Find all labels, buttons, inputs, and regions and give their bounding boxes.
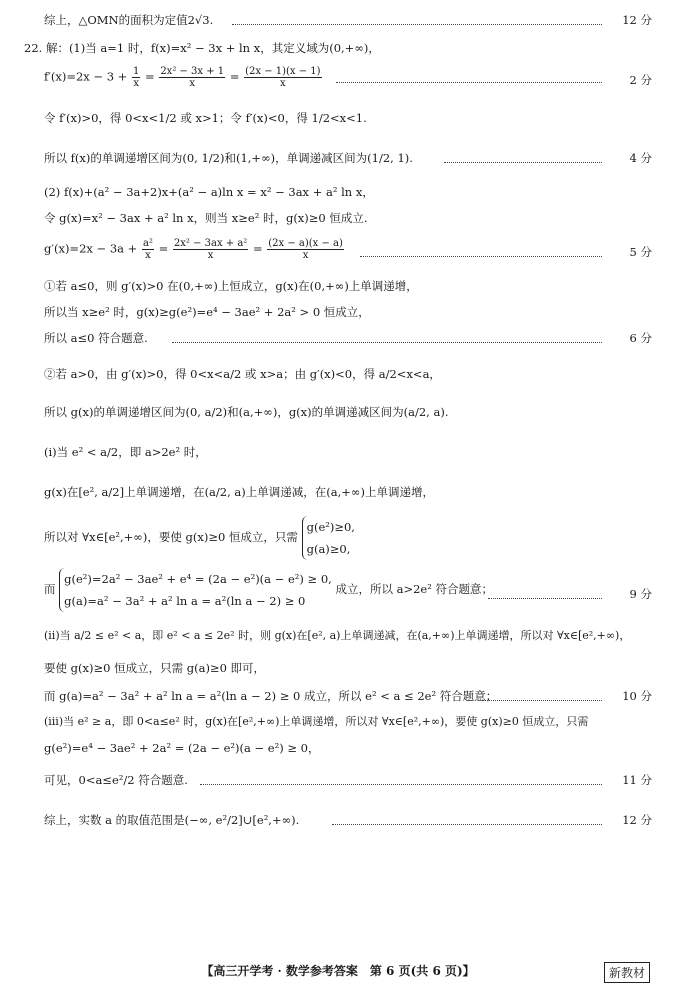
text: (ⅰ)当 e² < a/2，即 a>2e² 时， bbox=[44, 445, 207, 459]
line-case1 bbox=[44, 278, 652, 294]
dot-leader bbox=[444, 162, 602, 163]
dot-leader bbox=[488, 598, 602, 599]
score-mark: 4 分 bbox=[629, 151, 652, 165]
fraction: $\frac{\text{a²}}{x}$ bbox=[142, 238, 153, 261]
fraction: $\frac{1}{x}$ bbox=[132, 66, 140, 89]
line-derivative-f bbox=[44, 66, 652, 89]
text: g′(x)=2x − 3a + bbox=[44, 241, 138, 256]
text: (ⅱ)当 a/2 ≤ e² < a，即 e² < a ≤ 2e² 时，则 g(x)在[e², a)上单调递减，在(a,+∞)上单调递增，所以对 ∀x∈[e²,+∞)， bbox=[44, 629, 631, 642]
text: g(x)在[e², a/2]上单调递增，在(a/2, a)上单调递减，在(a,+∞)上单调递增， bbox=[44, 485, 434, 499]
text: = bbox=[145, 69, 155, 84]
line-subcase1 bbox=[44, 444, 652, 460]
line-case1-bound bbox=[44, 304, 652, 320]
text: 所以当 x≥e² 时，g(x)≥g(e²)=e⁴ − 3ae² + 2a² > 0 恒成立， bbox=[44, 305, 370, 319]
line-sign-analysis bbox=[44, 110, 652, 126]
text: = bbox=[158, 241, 169, 256]
line-subcase1-check bbox=[44, 568, 652, 612]
dot-leader bbox=[332, 824, 602, 825]
line-q22-start bbox=[24, 40, 652, 56]
dot-leader bbox=[360, 256, 602, 257]
text: 所以 g(x)的单调递增区间为(0, a/2)和(a,+∞)，g(x)的单调递减区间为(a/2, a). bbox=[44, 405, 449, 419]
line-define-g bbox=[44, 210, 652, 226]
text: 令 f′(x)>0，得 0<x<1/2 或 x>1；令 f′(x)<0，得 1/2<x<1. bbox=[44, 111, 367, 125]
fraction: $\frac{(2x - a)(x - a)}{x}$ bbox=[268, 238, 343, 261]
line-subcase2-require bbox=[44, 660, 652, 676]
text: (ⅲ)当 e² ≥ a，即 0<a≤e² 时，g(x)在[e²,+∞)上单调递增，所以对 ∀x∈[e²,+∞)，要使 g(x)≥0 恒成立，只需 bbox=[44, 715, 589, 728]
text: g(a)≥0, bbox=[306, 542, 351, 556]
line-part2 bbox=[44, 184, 652, 200]
condition-system bbox=[59, 568, 332, 612]
text: 而 g(a)=a² − 3a² + a² ln a = a²(ln a − 2) ≥ 0 成立，所以 e² < a ≤ 2e² 符合题意； bbox=[44, 689, 498, 703]
page-footer: 【高三开学考 · 数学参考答案 第 6 页(共 6 页)】 bbox=[201, 964, 475, 978]
fraction: $\frac{(2x - 1)(x - 1)}{x}$ bbox=[245, 66, 321, 89]
dot-leader bbox=[336, 82, 602, 83]
line-case2 bbox=[44, 366, 652, 382]
line-subcase3-eval bbox=[44, 740, 652, 756]
text: ②若 a>0，由 g′(x)>0，得 0<x<a/2 或 x>a；由 g′(x)<0，得 a/2<x<a， bbox=[44, 367, 441, 381]
score-mark: 11 分 bbox=[622, 773, 652, 787]
line-subcase3 bbox=[44, 714, 652, 730]
score-mark: 10 分 bbox=[622, 689, 652, 703]
text: 要使 g(x)≥0 恒成立，只需 g(a)≥0 即可， bbox=[44, 661, 266, 675]
score-mark: 5 分 bbox=[629, 245, 652, 259]
text: 可见，0<a≤e²/2 符合题意. bbox=[44, 773, 188, 787]
line-subcase1-require bbox=[44, 516, 652, 560]
score-mark: 2 分 bbox=[629, 73, 652, 87]
line-case1-result bbox=[44, 330, 652, 346]
text: ①若 a≤0，则 g′(x)>0 在(0,+∞)上恒成立，g(x)在(0,+∞)上单调递增， bbox=[44, 279, 418, 293]
text: 所以对 ∀x∈[e²,+∞)，要使 g(x)≥0 恒成立，只需 bbox=[44, 530, 298, 544]
text: 成立，所以 a>2e² 符合题意； bbox=[335, 582, 493, 596]
text: = bbox=[252, 241, 263, 256]
score-mark: 6 分 bbox=[629, 331, 652, 345]
text: 综上，实数 a 的取值范围是(−∞, e²/2]∪[e²,+∞). bbox=[44, 813, 300, 827]
condition-system bbox=[302, 516, 355, 560]
text: 而 bbox=[44, 582, 56, 596]
dot-leader bbox=[232, 24, 602, 25]
line-monotonic-g bbox=[44, 404, 652, 420]
text: g(e²)=2a² − 3ae² + e⁴ = (2a − e²)(a − e²) ≥ 0, bbox=[64, 572, 332, 586]
text: 所以 f(x)的单调递增区间为(0, 1/2)和(1,+∞)，单调递减区间为(1/2, 1). bbox=[44, 151, 413, 165]
dot-leader bbox=[172, 342, 602, 343]
line-subcase2 bbox=[44, 628, 652, 644]
dot-leader bbox=[200, 784, 602, 785]
fraction: $\frac{\text{2x² − 3ax + a²}}{x}$ bbox=[173, 238, 248, 261]
text: 综上，△OMN的面积为定值2√3. bbox=[44, 13, 214, 27]
line-derivative-g bbox=[44, 238, 652, 261]
text: g(a)=a² − 3a² + a² ln a = a²(ln a − 2) ≥ 0 bbox=[64, 594, 306, 608]
text: g(e²)=e⁴ − 3ae² + 2a² = (2a − e²)(a − e²) ≥ 0， bbox=[44, 741, 320, 755]
line-subcase2-check bbox=[44, 688, 652, 704]
dot-leader bbox=[482, 700, 602, 701]
text: g(e²)≥0, bbox=[306, 520, 355, 534]
score-mark: 12 分 bbox=[622, 813, 652, 827]
line-subcase3-result bbox=[44, 772, 652, 788]
text: f′(x)=2x − 3 + bbox=[44, 69, 128, 84]
text: (2) f(x)+(a² − 3a+2)x+(a² − a)ln x = x² − 3ax + a² ln x， bbox=[44, 185, 374, 199]
line-conclusion-area bbox=[44, 12, 652, 28]
text: 所以 a≤0 符合题意. bbox=[44, 331, 148, 345]
edition-badge: 新教材 bbox=[604, 962, 650, 983]
text: 令 g(x)=x² − 3ax + a² ln x，则当 x≥e² 时，g(x)≥0 恒成立. bbox=[44, 211, 368, 225]
line-subcase1-mono bbox=[44, 484, 652, 500]
score-mark: 12 分 bbox=[622, 13, 652, 27]
fraction: $\frac{\text{2x² − 3x + 1}}{x}$ bbox=[160, 66, 225, 89]
line-monotonic-f bbox=[44, 150, 652, 166]
text: = bbox=[229, 69, 240, 84]
text: 22. 解：(1)当 a=1 时，f(x)=x² − 3x + ln x，其定义域为(0,+∞)， bbox=[24, 41, 380, 55]
line-final-answer bbox=[44, 812, 652, 828]
score-mark: 9 分 bbox=[629, 587, 652, 601]
